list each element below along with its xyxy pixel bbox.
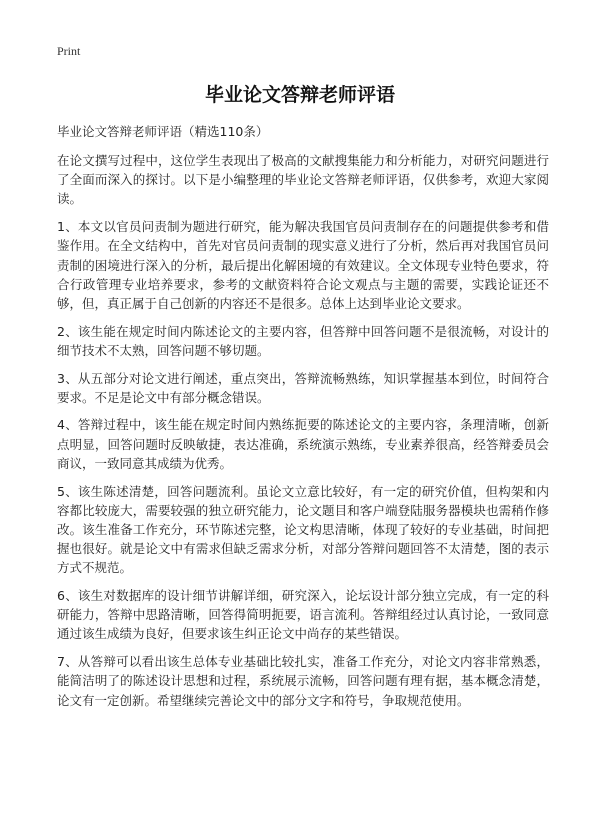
- document-body: [57, 151, 549, 718]
- intro-paragraph: 在论文撰写过程中，这位学生表现出了极高的文献搜集能力和分析能力，对研究问题进行了全面而深入的探讨。以下是小编整理的毕业论文答辩老师评语，仅供参考，欢迎大家阅读。: [57, 153, 549, 207]
- comment-paragraph-1: 1、本文以官员问责制为题进行研究，能为解决我国官员问责制存在的问题提供参考和借鉴作用。在全文结构中，首先对官员问责制的现实意义进行了分析，然后再对我国官员问责制的困境进行深入的分析，最后提出化解困境的有效建议。全文体现专业特色要求，符合行政管理专业培养要求，参考的文献资料符合论文观点与主题的需要，实践论证还不够，但，真正属于自己创新的内容还不是很多。总体上达到毕业论文要求。: [57, 219, 549, 311]
- comment-paragraph-7: 7、从答辩可以看出该生总体专业基础比较扎实，准备工作充分，对论文内容非常熟悉，能简洁明了的陈述设计思想和过程，系统展示流畅，回答问题有理有据，基本概念清楚，论文有一定创新。希望继续完善论文中的部分文字和符号，争取规范使用。: [57, 654, 549, 708]
- comment-paragraph-4: 4、答辩过程中，该生能在规定时间内熟练扼要的陈述论文的主要内容，条理清晰，创新点明显，回答问题时反映敏捷，表达准确，系统演示熟练，专业素养很高，经答辩委员会商议，一致同意其成绩为优秀。: [57, 417, 549, 471]
- document-subtitle: 毕业论文答辩老师评语（精选110条）: [57, 124, 269, 139]
- page-title: 毕业论文答辩老师评语: [204, 84, 395, 106]
- comment-paragraph-6: 6、该生对数据库的设计细节讲解详细，研究深入，论坛设计部分独立完成，有一定的科研能力，答辩中思路清晰，回答得简明扼要，语言流利。答辩组经过认真讨论，一致同意通过该生成绩为良好，但要求该生纠正论文中尚存的某些错误。: [57, 588, 549, 642]
- comment-paragraph-5: 5、该生陈述清楚，回答问题流利。虽论文立意比较好，有一定的研究价值，但构架和内容都比较庞大，需要较强的独立研究能力，论文题目和客户端登陆服务器模块也需稍作修改。该生准备工作充分，环节陈述完整，论文构思清晰，体现了较好的专业基础，时间把握也很好。就是论文中有需求但缺乏需求分析，对部分答辩问题回答不太清楚，图的表示方式不规范。: [57, 483, 549, 576]
- comment-paragraph-2: 2、该生能在规定时间内陈述论文的主要内容，但答辩中回答问题不是很流畅，对设计的细节技术不太熟，回答问题不够切题。: [57, 323, 549, 358]
- print-link[interactable]: Print: [57, 44, 81, 58]
- comment-paragraph-3: 3、从五部分对论文进行阐述，重点突出，答辩流畅熟练，知识掌握基本到位，时间符合要求。不足是论文中有部分概念错误。: [57, 370, 549, 405]
